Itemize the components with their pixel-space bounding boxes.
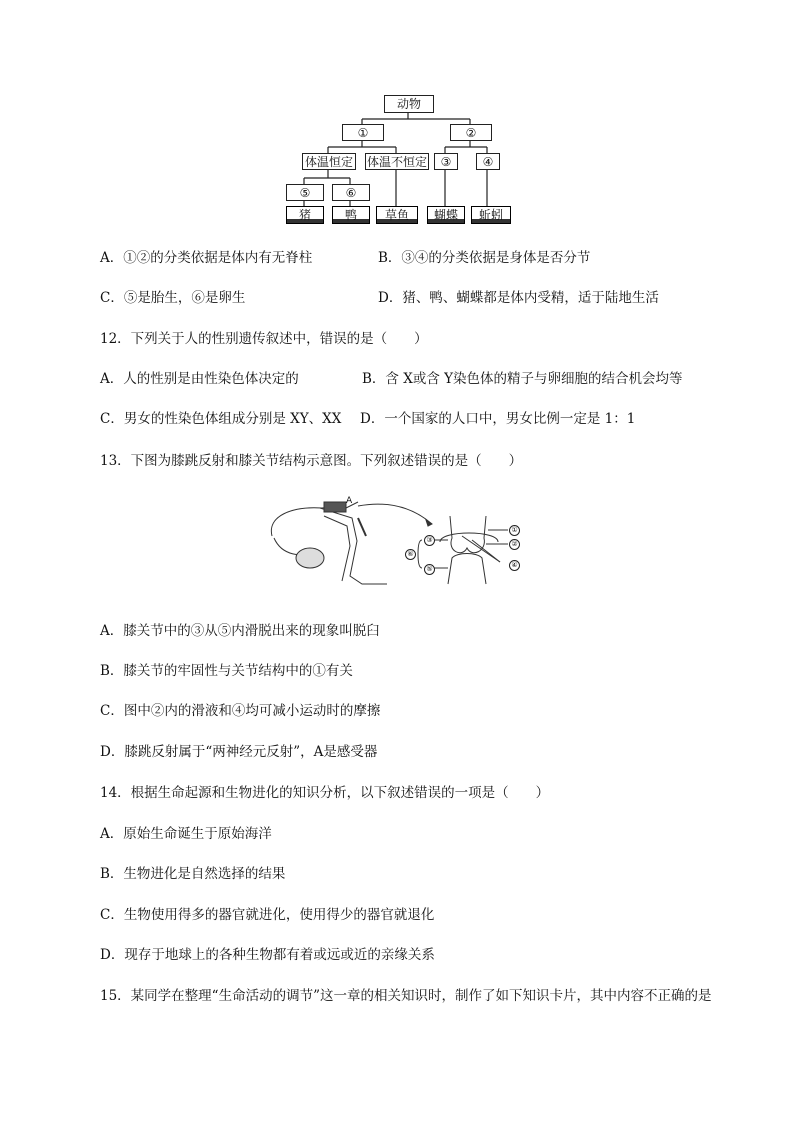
q12-option-b: B．含 X或含 Y染色体的精子与卵细胞的结合机会均等 [362, 371, 683, 387]
knee-illustration [262, 496, 532, 592]
q14-option-c: C．生物使用得多的器官就进化，使用得少的器官就退化 [100, 907, 435, 923]
knee-label-3: ③ [424, 535, 435, 546]
tree-leaf-earthworm: 蚯蚓 [471, 206, 511, 224]
tree-node-2: ② [450, 124, 492, 141]
q12-option-c: C．男女的性染色体组成分别是 XY、XX [100, 411, 342, 427]
q11-option-b: B．③④的分类依据是身体是否分节 [378, 250, 591, 266]
tree-leaf-fish: 草鱼 [376, 206, 418, 224]
q14-stem: 14．根据生命起源和生物进化的知识分析，以下叙述错误的一项是（ ） [100, 785, 550, 801]
q12-stem: 12．下列关于人的性别遗传叙述中，错误的是（ ） [100, 331, 428, 347]
tree-node-root: 动物 [384, 95, 434, 113]
q13-option-b: B．膝关节的牢固性与关节结构中的①有关 [100, 663, 353, 679]
q11-option-d: D．猪、鸭、蝴蝶都是体内受精，适于陆地生活 [378, 290, 659, 306]
q14-option-a: A．原始生命诞生于原始海洋 [100, 826, 272, 842]
knee-label-4: ④ [509, 560, 520, 571]
q12-option-d: D．一个国家的人口中，男女比例一定是 1：1 [360, 411, 636, 427]
q13-option-c: C．图中②内的滑液和④均可减小运动时的摩擦 [100, 703, 381, 719]
tree-node-warm-blooded: 体温恒定 [302, 153, 356, 170]
q13-stem: 13．下图为膝跳反射和膝关节结构示意图。下列叙述错误的是（ ） [100, 453, 523, 469]
tree-node-5: ⑤ [286, 184, 324, 201]
knee-label-a: A [346, 496, 353, 506]
q12-option-a: A．人的性别是由性染色体决定的 [100, 371, 299, 387]
q13-option-a: A．膝关节中的③从⑤内滑脱出来的现象叫脱臼 [100, 623, 380, 639]
knee-label-6: ⑥ [405, 549, 416, 560]
knee-label-1: ① [509, 525, 520, 536]
tree-node-cold-blooded: 体温不恒定 [366, 155, 427, 169]
q11-option-a: A．①②的分类依据是体内有无脊柱 [100, 250, 313, 266]
q11-option-c: C．⑤是胎生，⑥是卵生 [100, 290, 246, 306]
q14-option-d: D．现存于地球上的各种生物都有着或远或近的亲缘关系 [100, 947, 435, 963]
q13-option-d: D．膝跳反射属于“两神经元反射”，A是感受器 [100, 744, 378, 760]
q15-stem: 15．某同学在整理“生命活动的调节”这一章的相关知识时，制作了如下知识卡片，其中内容不正确的是 [100, 988, 712, 1004]
tree-node-4: ④ [476, 153, 500, 170]
tree-node-1: ① [342, 124, 384, 141]
tree-node-6: ⑥ [332, 184, 370, 201]
knee-label-2: ② [509, 539, 520, 550]
tree-leaf-pig: 猪 [286, 206, 324, 224]
tree-leaf-duck: 鸭 [332, 206, 370, 224]
tree-leaf-butterfly: 蝴蝶 [427, 206, 465, 224]
animal-classification-diagram [282, 92, 522, 226]
tree-node-3: ③ [434, 153, 458, 170]
knee-reflex-diagram [262, 496, 532, 592]
knee-label-5: ⑤ [424, 564, 435, 575]
q14-option-b: B．生物进化是自然选择的结果 [100, 866, 286, 882]
